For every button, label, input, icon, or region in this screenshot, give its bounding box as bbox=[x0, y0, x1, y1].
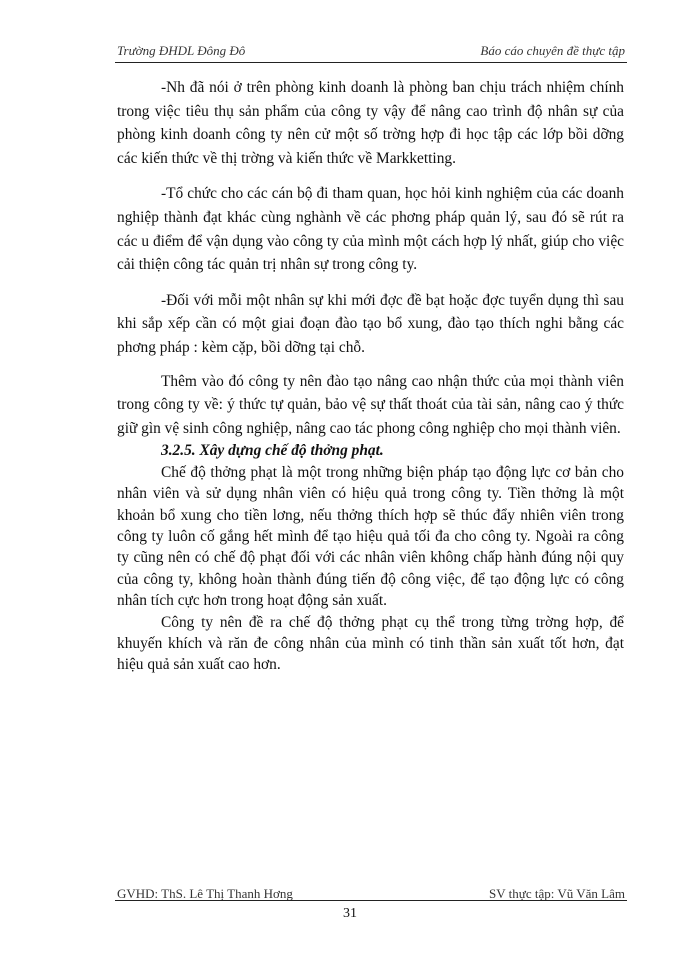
header-report-title: Báo cáo chuyên đề thực tập bbox=[480, 43, 625, 58]
paragraph-1: -Nh đã nói ở trên phòng kinh doanh là phòng ban chịu trách nhiệm chính trong việc tiêu thụ sản phẩm của công ty vậy để nâng cao trình độ nhân sự của phòng kinh doanh công ty nên cử một số trờng hợp đi học tập các lớp bồi dỡng các kiến thức về thị trờng và kiến thức về Markketting. bbox=[117, 79, 624, 167]
header-rule bbox=[115, 62, 627, 63]
paragraph-2: -Tổ chức cho các cán bộ đi tham quan, học hỏi kinh nghiệm của các doanh nghiệp thành đạt khác cùng nghành về các phơng pháp quản lý, sau đó sẽ rút ra các u điểm để vận dụng vào công ty của mình một cách hợp lý nhất, giúp cho việc cải thiện công tác quản trị nhân sự trong công ty. bbox=[117, 185, 624, 274]
paragraph-3: -Đối với mỗi một nhân sự khi mới đợc đề bạt hoặc đợc tuyển dụng thì sau khi sắp xếp cần có một giai đoạn đào tạo bổ xung, đào tạo thích nghi bằng các phơng pháp : kèm cặp, bồi dỡng tại chỗ. bbox=[117, 291, 624, 356]
paragraph-4: Thêm vào đó công ty nên đào tạo nâng cao nhận thức của mọi thành viên trong công ty về: ý thức tự quản, bảo vệ sự thất thoát của tài sản, nâng cao ý thức giữ gìn vệ sinh công nghiệp, nâng cao tác phong công nghiệp cho mọi thành viên. bbox=[117, 372, 624, 437]
page-header bbox=[117, 41, 625, 61]
page-number: 31 bbox=[343, 906, 357, 921]
section-3-2-5 bbox=[117, 440, 624, 675]
footer-supervisor: GVHD: ThS. Lê Thị Thanh Hơng bbox=[117, 886, 293, 901]
footer-student: SV thực tập: Vũ Văn Lâm bbox=[489, 886, 625, 901]
page-body bbox=[117, 76, 624, 676]
footer-rule bbox=[115, 900, 627, 901]
section-paragraph-2: Công ty nên đề ra chế độ thởng phạt cụ thể trong từng trờng hợp, để khuyến khích và răn đe công nhân của mình có tinh thần sản xuất tốt hơn, đạt hiệu quả sản xuất cao hơn. bbox=[117, 613, 624, 674]
header-school: Trường ĐHDL Đông Đô bbox=[117, 43, 246, 58]
section-paragraph-1: Chế độ thởng phạt là một trong những biện pháp tạo động lực cơ bản cho nhân viên và sử dụng nhân viên có hiệu quả trong công ty. Tiền thởng là một khoản bổ xung cho tiền lơng, nếu thởng thích hợp sẽ thúc đẩy nhiên viên trong công ty luôn cố gắng hết mình để tạo hiệu quả tối đa cho công ty. Ngoài ra công ty cũng nên có chế độ phạt đối với các nhân viên không chấp hành đúng nội quy của công ty, không hoàn thành đúng tiến độ công việc, để tạo động lực có công nhân tích cực hơn trong hoạt động sản xuất. bbox=[117, 463, 624, 610]
section-title: 3.2.5. Xây dựng chế độ thởng phạt. bbox=[161, 442, 384, 460]
